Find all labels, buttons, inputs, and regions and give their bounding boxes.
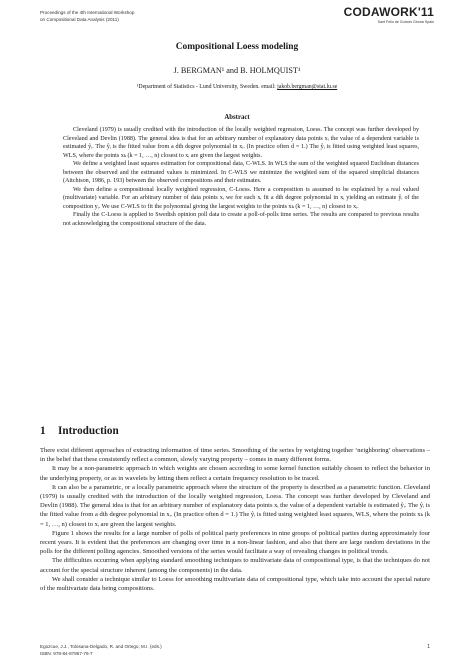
abstract-body — [63, 126, 419, 229]
section-heading — [40, 425, 119, 437]
proceedings-header — [40, 9, 134, 23]
abstract-paragraph: Cleveland (1979) is usually credited with the introduction of the locally weighted regression, Loess. The concept was further developed by Cleveland and Devlin (1988). The general idea is that for an arbitrary number of explanatory data points xᵢ the value of a dependent variable is estimated ŷᵢ. The ŷᵢ is the fitted value from a dth degree polynomial in xᵢ. (In practice often d = 1.) The ŷᵢ is fitted using weighted least squares, WLS, where the points xₖ (k = 1, …, n) closest to xᵢ are given the largest weights. — [63, 127, 419, 159]
logo-text: CODAWORK'11 — [343, 5, 434, 19]
section-title: Introduction — [58, 425, 119, 437]
section-number: 1 — [40, 425, 46, 437]
abstract-paragraph: We then define a compositional locally weighted regression, C-Loess. Here a composition is assumed to be explained by a real valued (multivariate) variable. For an arbitrary number of data points xᵢ we for each xᵢ fit a dth degree polynomial in xᵢ yielding an estimate ŷᵢ of the composition yᵢ. We use C-WLS to fit the polynomial giving the largest weights to the points xₖ (k = 1, …, n) closest to xᵢ. — [63, 186, 419, 210]
proceedings-line-1: Proceedings of the 4th International Workshop — [40, 10, 135, 15]
paper-title: Compositional Loess modeling — [175, 42, 299, 52]
footer-isbn: ISBN: 978-84-87867-76-7 — [40, 651, 93, 656]
body-paragraph: It can also be a parametric, or a locally parametric approach where the structure of the property is described as a parametric function. Cleveland (1979) is usually credited with the introduction of the locally weighted regression, Loess. The concept was further developed by Cleveland and Devlin (1988). The general idea is that for an arbitrary number of explanatory data points xᵢ the value of a dependent variable is estimated ŷᵢ. The ŷᵢ is the fitted value from a dth degree polynomial in xᵢ. (In practice often d = 1.) The ŷᵢ is fitted using weighted least squares, WLS, where the points xₖ (k = 1, …, n) closest to xᵢ are given the largest weights. — [40, 483, 430, 528]
section-body — [40, 446, 430, 593]
logo-subtitle: Sant Feliu de Guíxols Girona Spain — [377, 20, 434, 24]
abstract-paragraph: We define a weighted least squares estimation for compositional data, C-WLS. In WLS the sum of the weighted squared Euclidean distances between the observed and the estimated values is minimized. In C-WLS we minimize the weighted sum of the squared simplicial distances (Aitchison, 1986, p. 193) between the observed compositions and their estimates. — [63, 161, 419, 185]
footer-editors: Egozcue, J.J., Tolosana-Delgado, R. and Ortego, M.I. (eds.) — [40, 644, 162, 649]
body-paragraph: Figure 1 shows the results for a large number of polls of political party preferences in nine groups of political parties during approximately four recent years. It is evident that the preferences are changing over time in a non-linear fashion, and also that there are large random deviations in the polls for the different polling agencies. Smoothed versions of the series would facilitate a way of revealing changes in political trends. — [40, 529, 430, 556]
proceedings-line-2: on Compositional Data Analysis (2011) — [40, 17, 119, 22]
author-email-link[interactable]: jakob.bergman@stat.lu.se — [277, 84, 338, 90]
page-number: 1 — [427, 644, 430, 650]
affiliation-text: ¹Department of Statistics - Lund University, Sweden. email: — [136, 84, 276, 90]
paper-authors: J. BERGMAN¹ and B. HOLMQUIST¹ — [173, 66, 301, 75]
author-affiliation — [0, 84, 474, 90]
body-paragraph: It may be a non-parametric approach in which weights are chosen according to some kernel function suitably chosen to reflect the behavior in the underlying property, or as in wavelets by letting them reflect a certain frequency resolution to be traced. — [40, 465, 430, 482]
conference-logo — [344, 6, 434, 24]
abstract-heading: Abstract — [224, 114, 250, 121]
body-paragraph: There exist different approaches of extracting information of time series. Smoothing of the series by weighting together ‘neighboring’ observations – in the belief that these consistently reflect a common, slowly varying property – comes in many different forms. — [40, 447, 430, 464]
body-paragraph: The difficulties occurring when applying standard smoothing techniques to multivariate data of compositional type, is that the techniques do not account for the special structure inherent (among the components) in the data. — [40, 557, 430, 574]
page-footer — [40, 643, 162, 657]
body-paragraph: We shall consider a technique similar to Loess for smoothing multivariate data of compositional type, which take into account the special nature of the multivariate data being compositions. — [40, 575, 430, 593]
abstract-paragraph: Finally the C-Loess is applied to Swedish opinion poll data to create a poll-of-polls time series. The results are compared to previous results not acknowledging the compositional structure of the data. — [63, 212, 419, 228]
